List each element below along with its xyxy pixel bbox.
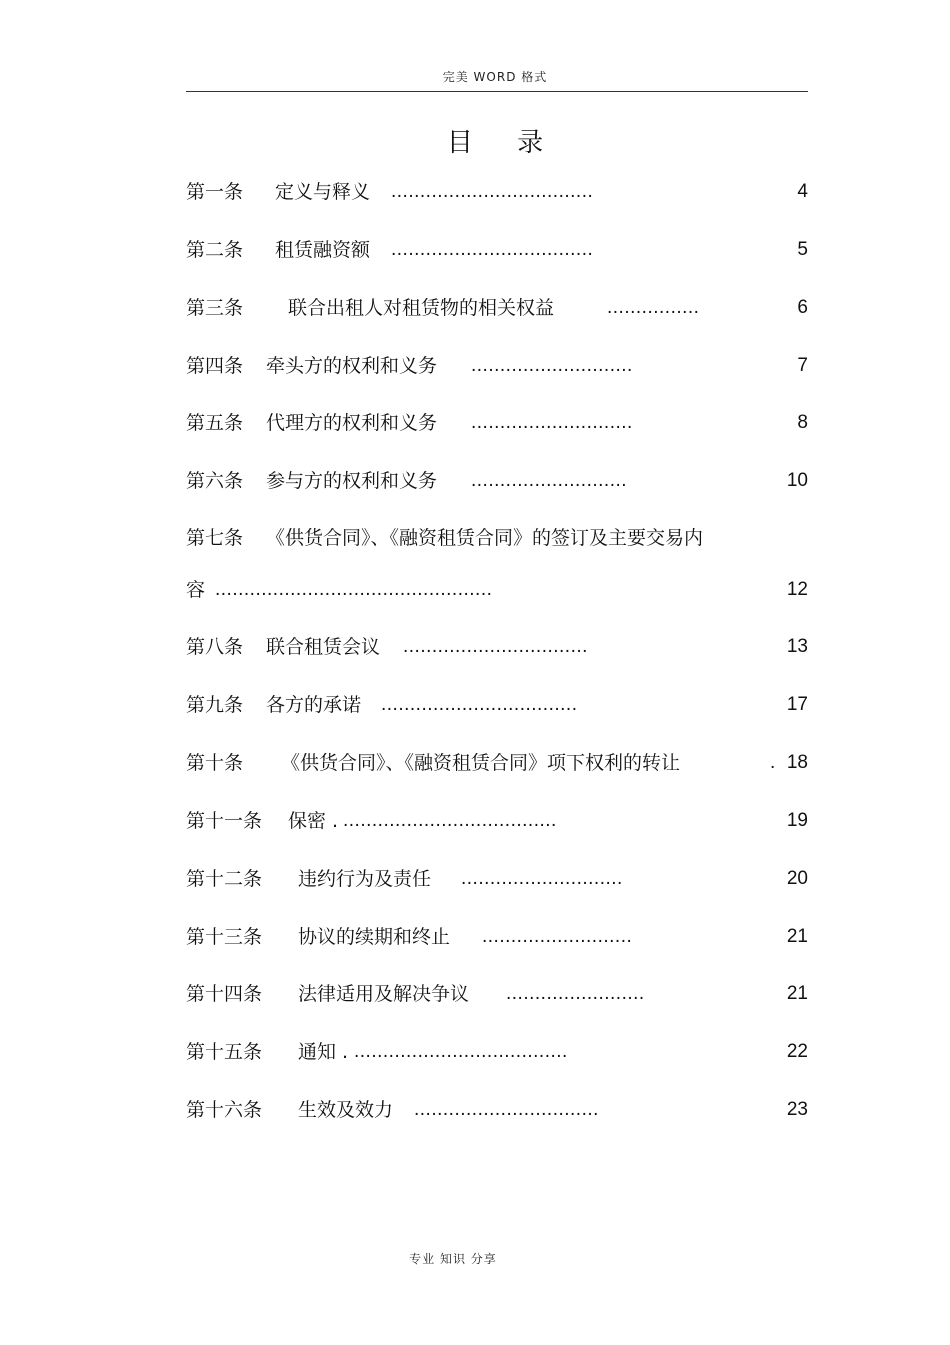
toc-entry[interactable] <box>186 750 808 776</box>
toc-entry-title: 违约行为及责任 <box>298 868 432 890</box>
toc-entry-title: 协议的续期和终止 <box>298 926 451 948</box>
toc-entry-title: 各方的承诺 <box>266 694 362 716</box>
toc-page-number: 21 <box>786 983 808 1004</box>
toc-page-number: 21 <box>786 926 808 947</box>
toc-page-number: 17 <box>786 694 808 715</box>
toc-entry-number: 第四条 <box>186 355 244 377</box>
toc-page-number: 22 <box>786 1041 808 1062</box>
toc-page-number: 20 <box>786 868 808 889</box>
toc-page-number: 13 <box>786 636 808 657</box>
toc-entry[interactable] <box>186 179 808 205</box>
toc-leader-dots: .......................... <box>482 926 633 947</box>
toc-leader-dots: ................ <box>607 297 700 318</box>
toc-entry-number: 第九条 <box>186 694 244 716</box>
toc-page-number: 4 <box>797 181 808 202</box>
toc-entry-title: 保密 . <box>288 810 339 832</box>
toc-title: 目 录 <box>446 128 562 158</box>
toc-entry-title: 定义与释义 <box>275 181 371 203</box>
toc-entry-number: 第三条 <box>186 297 244 319</box>
toc-entry[interactable] <box>186 1039 808 1065</box>
toc-leader-dots: ............................ <box>471 412 633 433</box>
toc-entry-title: 《供货合同》、《融资租赁合同》项下权利的转让 <box>281 752 681 774</box>
toc-entry-title: 《供货合同》、《融资租赁合同》的签订及主要交易内 <box>266 527 704 549</box>
toc-page-number: 19 <box>786 810 808 831</box>
toc-leader-dots: ............................ <box>461 868 623 889</box>
header-divider <box>186 91 808 92</box>
toc-entry-title: 联合出租人对租赁物的相关权益 <box>288 297 555 319</box>
toc-entry[interactable] <box>186 468 808 494</box>
toc-page-number: 12 <box>786 579 808 600</box>
toc-entry-title: 租赁融资额 <box>275 239 371 261</box>
toc-entry[interactable] <box>186 237 808 263</box>
toc-entry-title: 代理方的权利和义务 <box>266 412 438 434</box>
toc-entry-number: 容 <box>186 579 206 601</box>
toc-page-number: 10 <box>786 470 808 491</box>
toc-entry-number: 第十六条 <box>186 1099 263 1121</box>
toc-entry-continuation[interactable] <box>186 577 808 603</box>
toc-page-number: 23 <box>786 1099 808 1120</box>
toc-leader-dots: ............................ <box>471 355 633 376</box>
toc-entry-title: 参与方的权利和义务 <box>266 470 438 492</box>
toc-leader-dots: .................................. <box>381 694 578 715</box>
toc-entry-number: 第二条 <box>186 239 244 261</box>
toc-entry[interactable] <box>186 924 808 950</box>
toc-entry-title: 法律适用及解决争议 <box>298 983 470 1005</box>
toc-page-number: 18 <box>786 752 808 773</box>
toc-page-number: 7 <box>797 355 808 376</box>
toc-entry-number: 第十一条 <box>186 810 263 832</box>
toc-entry[interactable] <box>186 866 808 892</box>
toc-entry-title: 牵头方的权利和义务 <box>266 355 438 377</box>
toc-entry[interactable] <box>186 692 808 718</box>
toc-page-number: 6 <box>797 297 808 318</box>
toc-entry[interactable] <box>186 525 808 551</box>
toc-entry-title: 通知 . <box>298 1041 349 1063</box>
toc-entry-number: 第七条 <box>186 527 244 549</box>
toc-entry-number: 第十三条 <box>186 926 263 948</box>
toc-entry-title: 联合租赁会议 <box>266 636 381 658</box>
toc-entry[interactable] <box>186 634 808 660</box>
toc-leader-dots: . <box>770 752 776 773</box>
toc-entry-number: 第十二条 <box>186 868 263 890</box>
toc-leader-dots: ................................ <box>414 1099 599 1120</box>
toc-entry[interactable] <box>186 808 808 834</box>
toc-leader-dots: ..................................... <box>354 1041 568 1062</box>
toc-leader-dots: ................................ <box>403 636 588 657</box>
toc-entry[interactable] <box>186 1097 808 1123</box>
toc-leader-dots: ..................................... <box>343 810 557 831</box>
toc-leader-dots: ........................ <box>506 983 645 1004</box>
page-header: 完美 WORD 格式 <box>442 70 548 84</box>
page-footer: 专业 知识 分享 <box>409 1252 497 1266</box>
toc-page-number: 8 <box>797 412 808 433</box>
toc-leader-dots: ................................................ <box>215 579 493 600</box>
toc-entry-number: 第八条 <box>186 636 244 658</box>
toc-entry-number: 第十四条 <box>186 983 263 1005</box>
toc-entry-number: 第一条 <box>186 181 244 203</box>
toc-entry[interactable] <box>186 410 808 436</box>
toc-entry-title: 生效及效力 <box>298 1099 394 1121</box>
toc-entry-number: 第五条 <box>186 412 244 434</box>
toc-entry-number: 第十五条 <box>186 1041 263 1063</box>
toc-leader-dots: ................................... <box>391 181 594 202</box>
toc-page-number: 5 <box>797 239 808 260</box>
toc-leader-dots: ................................... <box>391 239 594 260</box>
toc-entry-number: 第六条 <box>186 470 244 492</box>
toc-entry[interactable] <box>186 295 808 321</box>
toc-entry[interactable] <box>186 353 808 379</box>
toc-entry[interactable] <box>186 981 808 1007</box>
toc-leader-dots: ........................... <box>471 470 628 491</box>
toc-entry-number: 第十条 <box>186 752 244 774</box>
